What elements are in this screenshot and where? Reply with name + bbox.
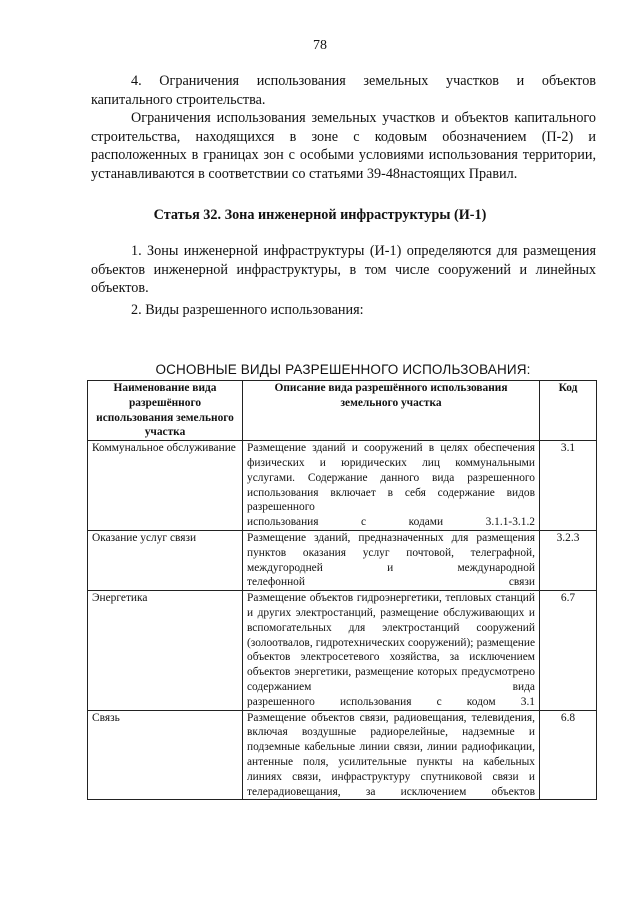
description-last-line: разрешенного использования с кодом 3.1	[247, 695, 535, 708]
header-code: Код	[540, 381, 597, 441]
use-name: Коммунальное обслуживание	[88, 441, 243, 531]
table-header-row	[88, 381, 597, 441]
table-caption: ОСНОВНЫЕ ВИДЫ РАЗРЕШЕННОГО ИСПОЛЬЗОВАНИЯ:	[155, 362, 531, 377]
use-code: 6.7	[540, 591, 597, 710]
permitted-uses-table	[87, 380, 597, 800]
description-text: Размещение зданий, предназначенных для размещения пунктов оказания услуг почтовой, телеграфной, междугородней и международной	[247, 531, 535, 574]
table-row	[88, 591, 597, 710]
table-row	[88, 530, 597, 590]
use-description	[243, 591, 540, 710]
header-name: Наименование вида разрешённого использования земельного участка	[88, 381, 243, 441]
use-description	[243, 441, 540, 531]
description-last-line: использования с кодами 3.1.1-3.1.2	[247, 516, 535, 529]
table-row	[88, 710, 597, 800]
use-code: 3.1	[540, 441, 597, 531]
use-name: Энергетика	[88, 591, 243, 710]
description-text: Размещение зданий и сооружений в целях обеспечения физических и юридических лиц коммунальными услугами. Содержание данного вида разрешенного использования включает в себя содержание видов разрешенного	[247, 442, 535, 514]
description-text: Размещение объектов гидроэнергетики, тепловых станций и других электростанций, размещение обслуживающих и вспомогательных для электростанций сооружений (золоотвалов, гидротехнических сооружений); размещение объектов электросетевого хозяйства, за исключением объектов энергетики, размещение которых предусмотрено содержанием вида	[247, 592, 535, 693]
table-row	[88, 441, 597, 531]
article-heading: Статья 32. Зона инженерной инфраструктуры (И-1)	[153, 207, 487, 223]
use-code: 3.2.3	[540, 530, 597, 590]
paragraph-permitted-uses: 2. Виды разрешенного использования:	[131, 302, 364, 318]
use-name: Связь	[88, 710, 243, 800]
paragraph-restrictions-body: Ограничения использования земельных участков и объектов капитального строительства, находящихся в зоне с кодовым обозначением (П-2) и расположенных в границах зон с особыми условиями использования территории, устанавливаются в соответствии со статьями 39-48настоящих Правил.	[91, 110, 596, 182]
description-text: Размещение объектов связи, радиовещания, телевидения, включая воздушные радиорелейные, надземные и подземные кабельные линии связи, линии радиофикации, антенные поля, усилительные пункты на кабельных линиях связи, инфраструктуру спутниковой связи и телерадиовещания, за исключением объектов	[247, 711, 535, 798]
header-description: Описание вида разрешённого использования земельного участка	[243, 381, 540, 441]
use-description	[243, 530, 540, 590]
page-number: 78	[313, 38, 327, 53]
use-name: Оказание услуг связи	[88, 530, 243, 590]
use-code: 6.8	[540, 710, 597, 800]
paragraph-zone-definition: 1. Зоны инженерной инфраструктуры (И-1) определяются для размещения объектов инженерной инфраструктуры, в том числе сооружений и линейных объектов.	[91, 243, 596, 296]
use-description	[243, 710, 540, 800]
paragraph-restrictions-title: 4. Ограничения использования земельных участков и объектов капитального строительства.	[91, 73, 596, 108]
description-last-line: телефонной связи	[247, 576, 535, 589]
